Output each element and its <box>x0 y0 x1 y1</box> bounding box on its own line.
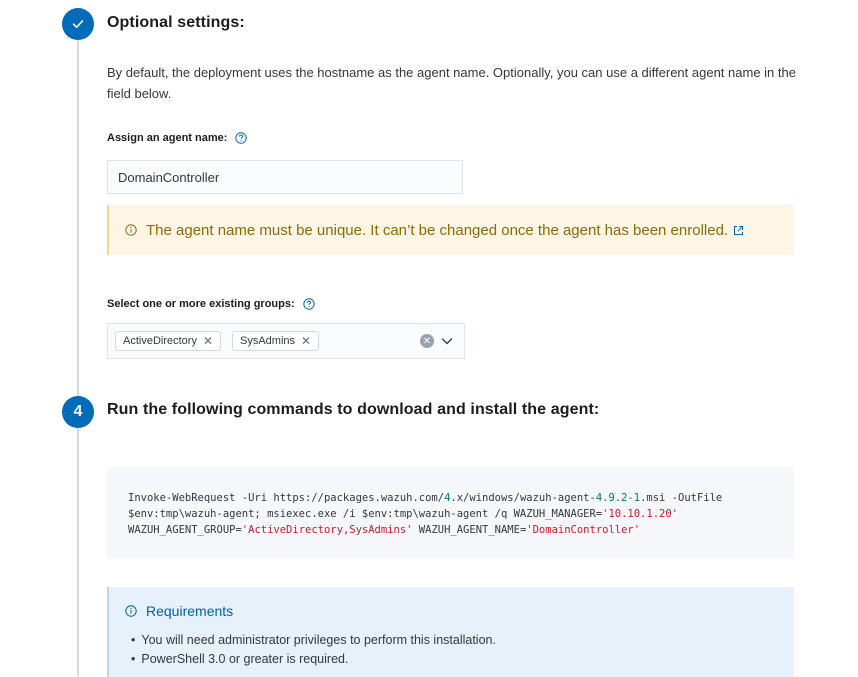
list-item: • PowerShell 3.0 or greater is required. <box>131 650 794 669</box>
remove-chip-icon[interactable]: ✕ <box>301 334 312 348</box>
group-chip-sysadmins <box>232 331 319 351</box>
step-number-badge: 4 <box>62 396 94 428</box>
requirements-title: Requirements <box>146 603 234 619</box>
group-chip-activedirectory <box>115 331 221 351</box>
question-circle-icon[interactable] <box>235 132 247 144</box>
agent-name-description: By default, the deployment uses the hostname as the agent name. Optionally, you can use a different agent name in the field below. <box>107 65 796 101</box>
group-chip-label: ActiveDirectory <box>123 335 197 347</box>
group-chip-label: SysAdmins <box>240 335 296 347</box>
steps-connector-line <box>77 36 79 676</box>
remove-chip-icon[interactable]: ✕ <box>202 334 214 348</box>
step-title-install-commands: Run the following commands to download and install the agent: <box>107 401 600 418</box>
agent-name-warning-text: The agent name must be unique. It can’t be changed once the agent has been enrolled. <box>146 221 729 239</box>
info-icon <box>125 605 137 617</box>
step-title-optional-settings: Optional settings: <box>107 14 245 31</box>
groups-label: Select one or more existing groups: <box>107 298 295 310</box>
question-circle-icon[interactable] <box>303 298 315 310</box>
groups-combobox[interactable] <box>107 323 465 359</box>
info-icon <box>125 224 137 236</box>
groups-label-row <box>107 298 315 310</box>
clear-selection-icon[interactable]: ✕ <box>420 334 434 348</box>
agent-name-label: Assign an agent name: <box>107 132 228 144</box>
agent-name-input[interactable] <box>107 160 463 194</box>
requirements-callout <box>107 587 794 677</box>
list-item: • You will need administrator privileges to perform this installation. <box>131 631 794 650</box>
requirements-list <box>125 631 794 669</box>
install-command-code-block[interactable]: Invoke-WebRequest -Uri https://packages.wazuh.com/4.x/windows/wazuh-agent-4.9.2-1.msi -OutFile $env:tmp\wazuh-agent; msiexec.exe /i $env:tmp\wazuh-agent /q WAZUH_MANAGER='10.10.1.20' WAZUH_AGENT_GROUP='ActiveDirectory,SysAdmins' WAZUH_AGENT_NAME='DomainController' <box>107 467 794 558</box>
step-complete-badge <box>62 8 94 40</box>
requirements-header <box>125 603 794 619</box>
agent-name-warning-callout <box>107 205 794 255</box>
check-icon <box>71 17 85 31</box>
external-link-icon[interactable] <box>733 225 744 236</box>
chevron-down-icon[interactable] <box>441 335 453 347</box>
agent-name-label-row <box>107 132 247 144</box>
